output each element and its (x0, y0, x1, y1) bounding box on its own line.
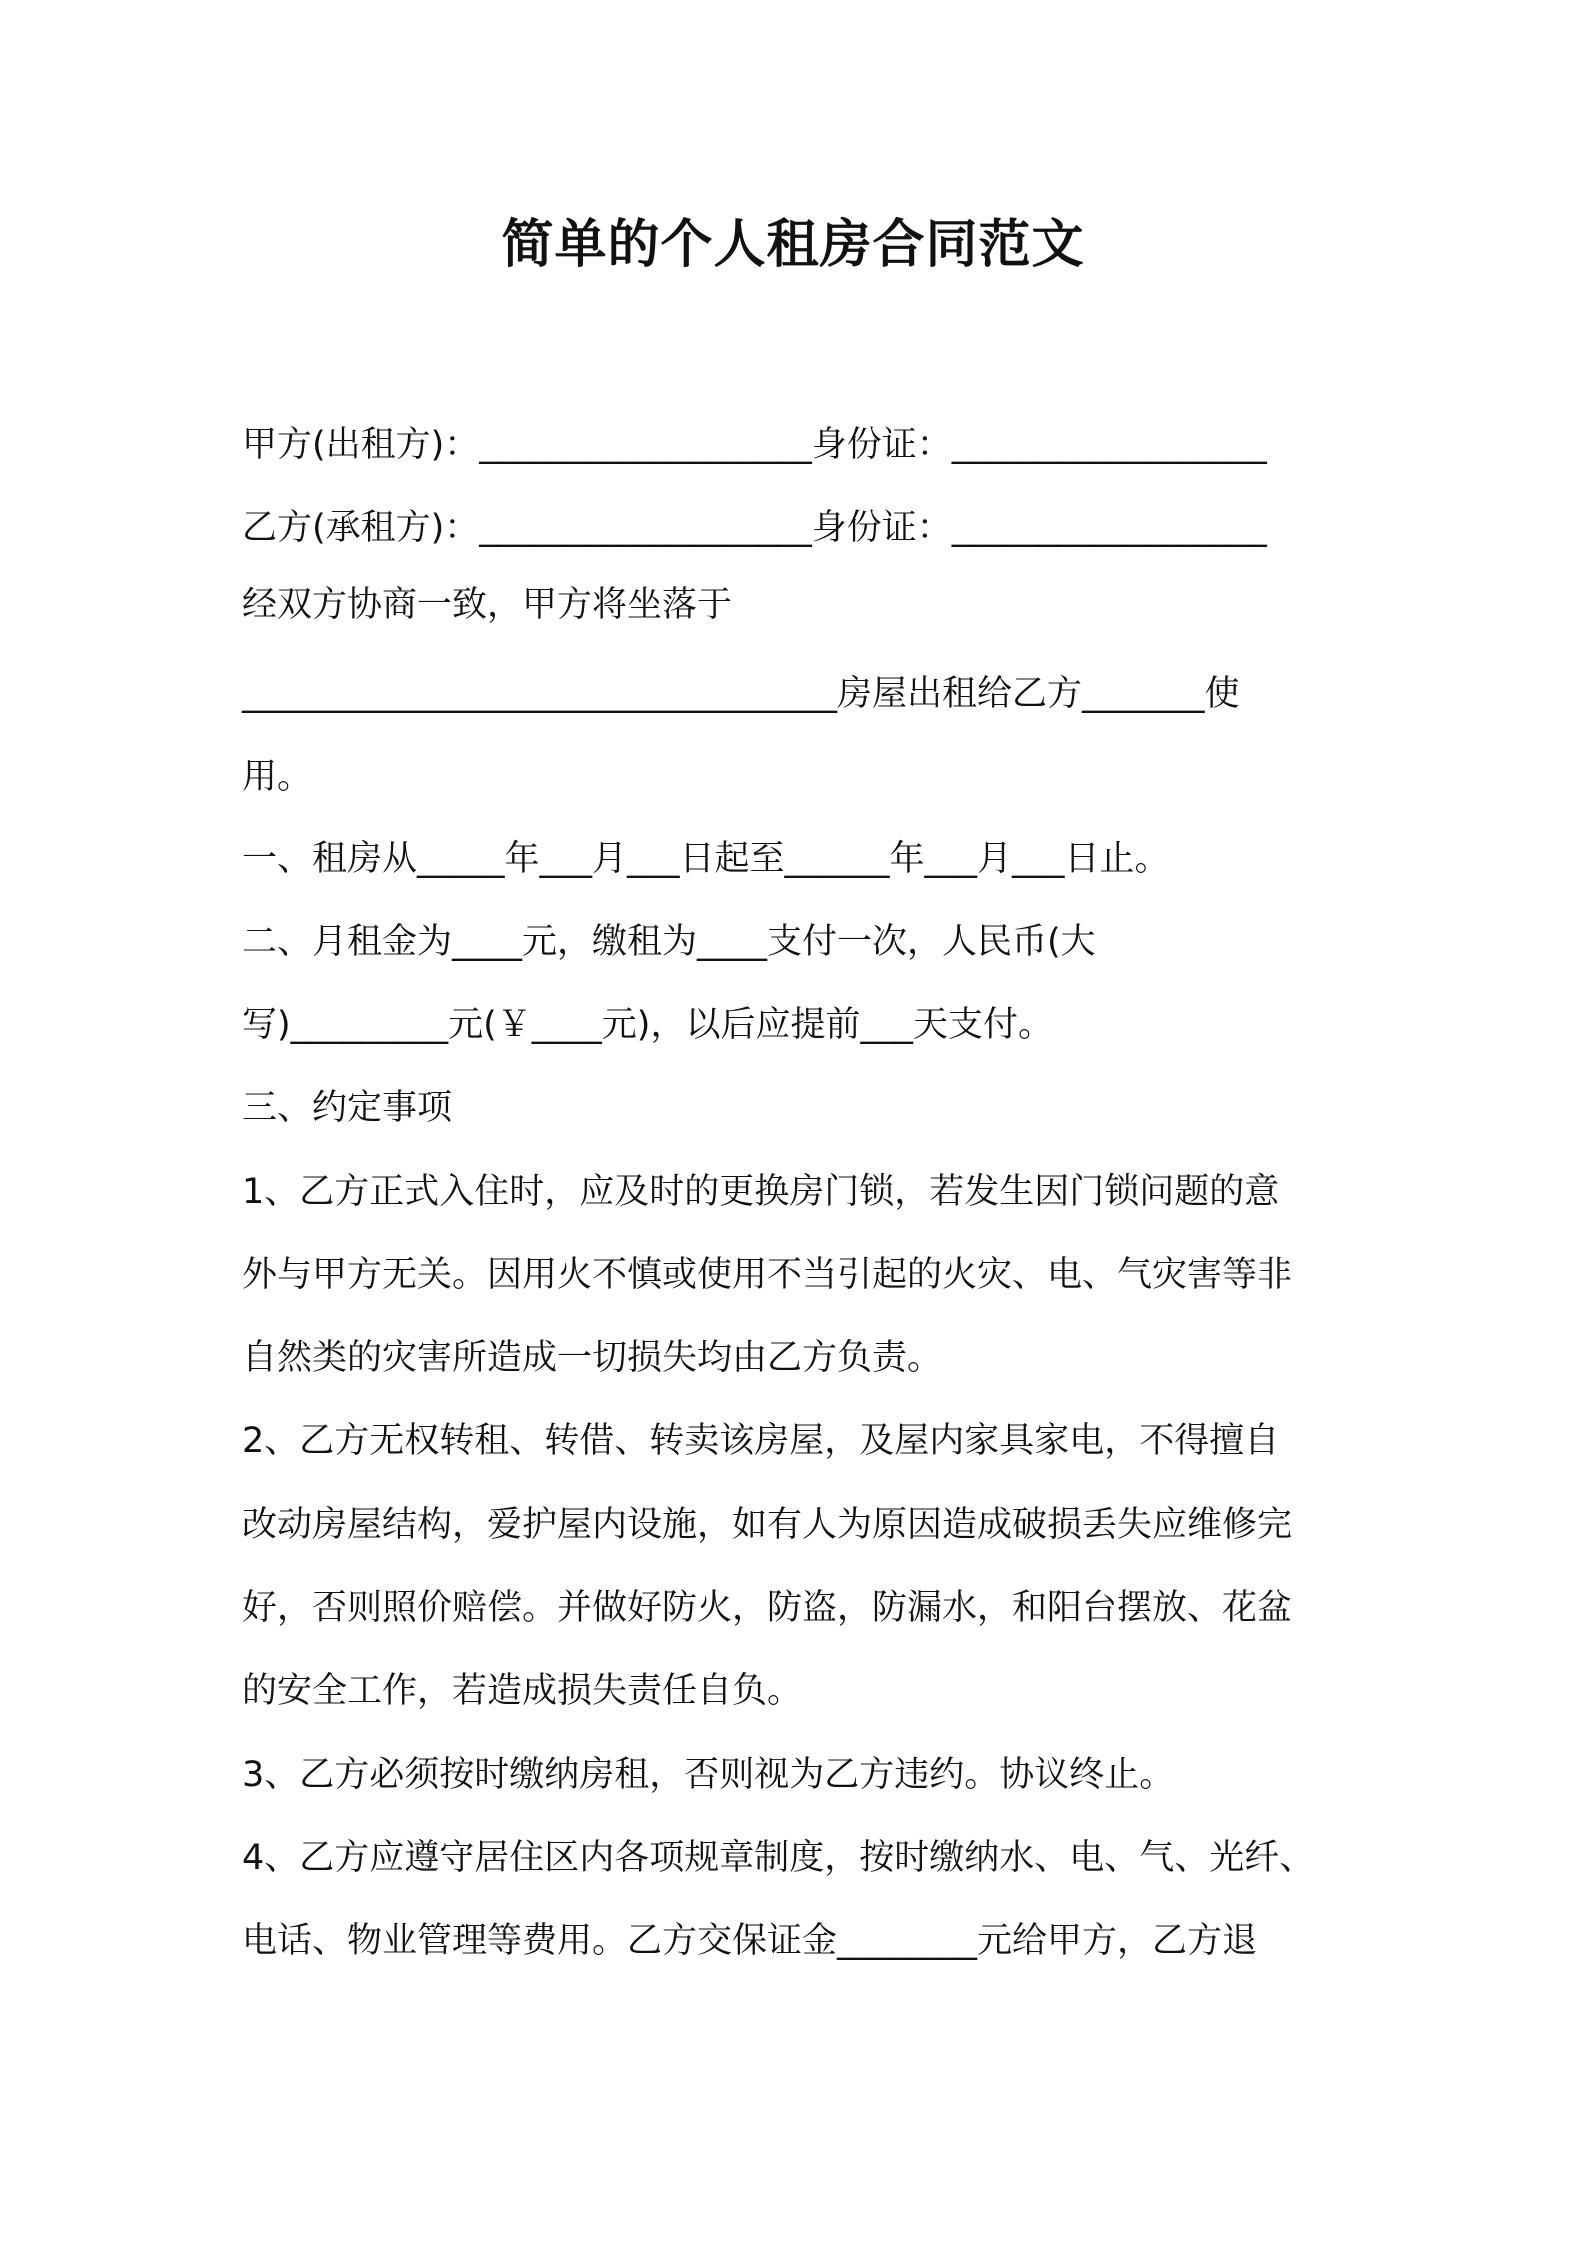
clause-2-rent-line-2: 写)_________元(￥____元)，以后应提前___天支付。 (242, 1005, 1053, 1045)
item-3-line-1: 3、乙方必须按时缴纳房租，否则视为乙方违约。协议终止。 (242, 1755, 1175, 1795)
item-2-line-4: 的安全工作，若造成损失责任自负。 (242, 1671, 803, 1711)
clause-2-rent-line-1: 二、月租金为____元，缴租为____支付一次，人民币(大 (242, 922, 1096, 962)
document-title: 简单的个人租房合同范文 (501, 215, 1085, 275)
item-2-line-2: 改动房屋结构，爱护屋内设施，如有人为原因造成破损丢失应维修完 (242, 1505, 1293, 1545)
item-4-line-1: 4、乙方应遵守居住区内各项规章制度，按时缴纳水、电、气、光纤、 (242, 1838, 1315, 1878)
usage-line: 用。 (242, 757, 313, 797)
item-2-line-1: 2、乙方无权转租、转借、转卖该房屋，及屋内家具家电，不得擅自 (242, 1421, 1280, 1461)
clause-3-heading: 三、约定事项 (242, 1088, 453, 1128)
property-address-line: __________________________________房屋出租给乙方_______使 (242, 674, 1240, 714)
item-1-line-2: 外与甲方无关。因用火不慎或使用不当引起的火灾、电、气灾害等非 (242, 1255, 1293, 1295)
item-1-line-3: 自然类的灾害所造成一切损失均由乙方负责。 (242, 1338, 943, 1378)
item-4-line-2: 电话、物业管理等费用。乙方交保证金________元给甲方，乙方退 (242, 1921, 1258, 1961)
item-2-line-3: 好，否则照价赔偿。并做好防火，防盗，防漏水，和阳台摆放、花盆 (242, 1588, 1293, 1628)
clause-1-lease-term: 一、租房从_____年___月___日起至______年___月___日止。 (242, 839, 1170, 879)
party-a-line: 甲方(出租方)：___________________身份证：__________________ (242, 425, 1267, 465)
agreement-intro-line: 经双方协商一致，甲方将坐落于 (242, 585, 733, 625)
party-b-line: 乙方(承租方)：___________________身份证：__________________ (242, 508, 1267, 548)
item-1-line-1: 1、乙方正式入住时，应及时的更换房门锁，若发生因门锁问题的意 (242, 1172, 1280, 1212)
